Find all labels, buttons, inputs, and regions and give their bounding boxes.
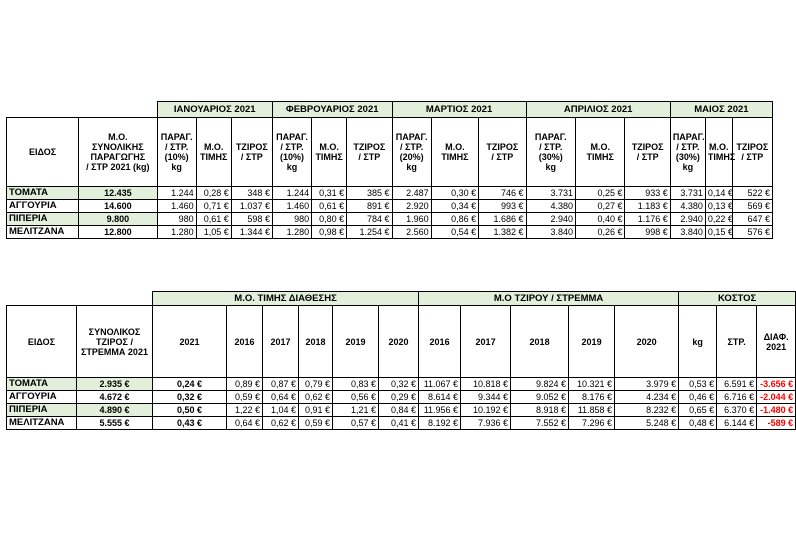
turnover-value: 4.234 € — [615, 391, 679, 404]
turnover-value: 10.192 € — [461, 404, 511, 417]
price-value: 0,64 € — [227, 417, 263, 430]
production-value: 4.380 — [670, 200, 705, 213]
price-header: Μ.Ο. ΤΙΜΗΣ — [576, 118, 625, 187]
production-value: 1.960 — [392, 213, 431, 226]
month-header: ΜΑΙΟΣ 2021 — [670, 102, 772, 118]
price-header: Μ.Ο. ΤΙΜΗΣ — [431, 118, 478, 187]
price-value: 0,32 € — [379, 378, 419, 391]
price-value: 0,61 € — [312, 200, 347, 213]
year-header: 2018 — [299, 306, 333, 378]
price-value: 0,28 € — [196, 187, 231, 200]
month-header: ΑΠΡΙΛΙΟΣ 2021 — [526, 102, 670, 118]
price-value: 0,71 € — [196, 200, 231, 213]
production-value: 1.280 — [157, 226, 196, 239]
turnover-value: 1.037 € — [231, 200, 272, 213]
turnover-value: 647 € — [732, 213, 772, 226]
price-value: 0,80 € — [312, 213, 347, 226]
item-name: ΜΕΛΙΤΖΑΝΑ — [7, 226, 79, 239]
turnover-value: 598 € — [231, 213, 272, 226]
turnover-value: 1.254 € — [347, 226, 392, 239]
price-value: 0,91 € — [299, 404, 333, 417]
price-group-header: Μ.Ο. ΤΙΜΗΣ ΔΙΑΘΕΣΗΣ — [153, 292, 419, 306]
item-name: ΑΓΓΟΥΡΙΑ — [7, 200, 79, 213]
table-row — [7, 391, 796, 404]
avg-production-header: Μ.Ο. ΣΥΝΟΛΙΚΗΣ ΠΑΡΑΓΩΓΗΣ / ΣΤΡ 2021 (kg) — [79, 118, 157, 187]
turnover-value: 9.344 € — [461, 391, 511, 404]
turnover-value: 11.858 € — [569, 404, 615, 417]
price-value: 0,25 € — [576, 187, 625, 200]
price-value: 0,64 € — [263, 391, 299, 404]
total-turnover-value: 2.935 € — [77, 378, 153, 391]
turnover-value: 5.248 € — [615, 417, 679, 430]
turnover-header: ΤΖΙΡΟΣ / ΣΤΡ — [479, 118, 526, 187]
price-value: 0,24 € — [153, 378, 227, 391]
production-value: 2.560 — [392, 226, 431, 239]
year-header: 2020 — [615, 306, 679, 378]
price-value: 0,89 € — [227, 378, 263, 391]
item-column-header: ΕΙΔΟΣ — [7, 118, 79, 187]
production-value: 2.487 — [392, 187, 431, 200]
price-value: 0,62 € — [299, 391, 333, 404]
production-value: 980 — [272, 213, 311, 226]
production-value: 1.460 — [157, 200, 196, 213]
item-name: ΤΟΜΑΤΑ — [7, 378, 77, 391]
production-value: 3.840 — [526, 226, 575, 239]
cost-str-value: 6.144 € — [717, 417, 757, 430]
total-turnover-value: 4.672 € — [77, 391, 153, 404]
blank-corner — [7, 292, 153, 306]
price-value: 0,79 € — [299, 378, 333, 391]
turnover-value: 7.552 € — [511, 417, 569, 430]
turnover-value: 1.344 € — [231, 226, 272, 239]
production-value: 1.244 — [272, 187, 311, 200]
price-value: 0,57 € — [333, 417, 379, 430]
turnover-value: 1.382 € — [479, 226, 526, 239]
total-turnover-value: 5.555 € — [77, 417, 153, 430]
turnover-value: 998 € — [625, 226, 670, 239]
month-header: ΦΕΒΡΟΥΑΡΙΟΣ 2021 — [272, 102, 392, 118]
turnover-value: 11.067 € — [419, 378, 461, 391]
cost-kg-value: 0,48 € — [679, 417, 717, 430]
price-value: 0,15 € — [705, 226, 732, 239]
price-value: 0,84 € — [379, 404, 419, 417]
production-value: 1.244 — [157, 187, 196, 200]
price-header: Μ.Ο. ΤΙΜΗΣ — [705, 118, 732, 187]
cost-kg-value: 0,46 € — [679, 391, 717, 404]
item-name: ΜΕΛΙΤΖΑΝΑ — [7, 417, 77, 430]
price-value: 1,22 € — [227, 404, 263, 417]
table-row — [7, 378, 796, 391]
blank-corner — [7, 102, 158, 118]
avg-production-value: 9.800 — [79, 213, 157, 226]
price-header: Μ.Ο. ΤΙΜΗΣ — [196, 118, 231, 187]
diff-header: ΔΙΑΦ. 2021 — [757, 306, 796, 378]
total-turnover-value: 4.890 € — [77, 404, 153, 417]
turnover-value: 3.979 € — [615, 378, 679, 391]
production-header: ΠΑΡΑΓ. / ΣΤΡ. (30%) kg — [670, 118, 705, 187]
turnover-value: 1.183 € — [625, 200, 670, 213]
price-value: 0,22 € — [705, 213, 732, 226]
price-value: 1,21 € — [333, 404, 379, 417]
production-value: 3.731 — [526, 187, 575, 200]
turnover-value: 10.818 € — [461, 378, 511, 391]
turnover-value: 933 € — [625, 187, 670, 200]
turnover-group-header: Μ.Ο ΤΖΙΡΟΥ / ΣΤΡΕΜΜΑ — [419, 292, 679, 306]
year-header: 2020 — [379, 306, 419, 378]
turnover-value: 1.686 € — [479, 213, 526, 226]
table-row — [7, 417, 796, 430]
production-value: 2.940 — [670, 213, 705, 226]
year-header: 2017 — [263, 306, 299, 378]
table-row — [7, 200, 773, 213]
production-value: 1.460 — [272, 200, 311, 213]
cost-kg-header: kg — [679, 306, 717, 378]
item-name: ΠΙΠΕΡΙΑ — [7, 404, 77, 417]
production-header: ΠΑΡΑΓ. / ΣΤΡ. (10%) kg — [272, 118, 311, 187]
cost-str-value: 6.370 € — [717, 404, 757, 417]
cost-str-header: ΣΤΡ. — [717, 306, 757, 378]
turnover-header: ΤΖΙΡΟΣ / ΣΤΡ — [625, 118, 670, 187]
turnover-value: 9.824 € — [511, 378, 569, 391]
price-value: 1,04 € — [263, 404, 299, 417]
price-value: 0,14 € — [705, 187, 732, 200]
price-value: 0,27 € — [576, 200, 625, 213]
table-row — [7, 187, 773, 200]
turnover-cost-table — [6, 291, 796, 430]
production-value: 980 — [157, 213, 196, 226]
year-header: 2019 — [333, 306, 379, 378]
diff-value: -3.656 € — [757, 378, 796, 391]
year-header: 2016 — [419, 306, 461, 378]
turnover-value: 891 € — [347, 200, 392, 213]
year-header: 2018 — [511, 306, 569, 378]
price-value: 0,26 € — [576, 226, 625, 239]
monthly-production-table — [6, 101, 773, 239]
item-name: ΠΙΠΕΡΙΑ — [7, 213, 79, 226]
price-value: 0,34 € — [431, 200, 478, 213]
turnover-value: 8.232 € — [615, 404, 679, 417]
price-value: 0,50 € — [153, 404, 227, 417]
turnover-header: ΤΖΙΡΟΣ / ΣΤΡ — [347, 118, 392, 187]
production-value: 4.380 — [526, 200, 575, 213]
turnover-value: 8.192 € — [419, 417, 461, 430]
price-value: 0,41 € — [379, 417, 419, 430]
price-value: 0,31 € — [312, 187, 347, 200]
avg-production-value: 12.435 — [79, 187, 157, 200]
year-header: 2017 — [461, 306, 511, 378]
turnover-value: 746 € — [479, 187, 526, 200]
price-value: 0,98 € — [312, 226, 347, 239]
year-header: 2021 — [153, 306, 227, 378]
production-header: ΠΑΡΑΓ. / ΣΤΡ. (10%) kg — [157, 118, 196, 187]
turnover-value: 10.321 € — [569, 378, 615, 391]
diff-value: -1.480 € — [757, 404, 796, 417]
price-value: 0,87 € — [263, 378, 299, 391]
turnover-value: 993 € — [479, 200, 526, 213]
price-value: 0,43 € — [153, 417, 227, 430]
price-value: 0,83 € — [333, 378, 379, 391]
turnover-value: 7.296 € — [569, 417, 615, 430]
turnover-value: 8.176 € — [569, 391, 615, 404]
price-value: 0,59 € — [227, 391, 263, 404]
price-value: 0,86 € — [431, 213, 478, 226]
price-value: 0,40 € — [576, 213, 625, 226]
total-turnover-header: ΣΥΝΟΛΙΚΟΣ ΤΖΙΡΟΣ / ΣΤΡΕΜΜΑ 2021 — [77, 306, 153, 378]
turnover-value: 7.936 € — [461, 417, 511, 430]
table-row — [7, 226, 773, 239]
avg-production-value: 12.800 — [79, 226, 157, 239]
turnover-value: 11.956 € — [419, 404, 461, 417]
item-name: ΑΓΓΟΥΡΙΑ — [7, 391, 77, 404]
item-column-header: ΕΙΔΟΣ — [7, 306, 77, 378]
price-header: Μ.Ο. ΤΙΜΗΣ — [312, 118, 347, 187]
production-value: 1.280 — [272, 226, 311, 239]
production-value: 3.840 — [670, 226, 705, 239]
production-value: 2.940 — [526, 213, 575, 226]
production-value: 3.731 — [670, 187, 705, 200]
cost-str-value: 6.716 € — [717, 391, 757, 404]
table-row — [7, 213, 773, 226]
month-header: ΜΑΡΤΙΟΣ 2021 — [392, 102, 526, 118]
year-header: 2019 — [569, 306, 615, 378]
turnover-value: 522 € — [732, 187, 772, 200]
month-header: ΙΑΝΟΥΑΡΙΟΣ 2021 — [157, 102, 272, 118]
price-value: 0,13 € — [705, 200, 732, 213]
turnover-value: 569 € — [732, 200, 772, 213]
price-value: 1,05 € — [196, 226, 231, 239]
turnover-header: ΤΖΙΡΟΣ / ΣΤΡ — [231, 118, 272, 187]
production-header: ΠΑΡΑΓ. / ΣΤΡ. (30%) kg — [526, 118, 575, 187]
turnover-value: 8.918 € — [511, 404, 569, 417]
turnover-value: 784 € — [347, 213, 392, 226]
price-value: 0,30 € — [431, 187, 478, 200]
price-value: 0,32 € — [153, 391, 227, 404]
turnover-header: ΤΖΙΡΟΣ / ΣΤΡ — [732, 118, 772, 187]
production-header: ΠΑΡΑΓ. / ΣΤΡ. (20%) kg — [392, 118, 431, 187]
cost-kg-value: 0,53 € — [679, 378, 717, 391]
production-value: 2.920 — [392, 200, 431, 213]
diff-value: -589 € — [757, 417, 796, 430]
price-value: 0,56 € — [333, 391, 379, 404]
price-value: 0,61 € — [196, 213, 231, 226]
price-value: 0,59 € — [299, 417, 333, 430]
avg-production-value: 14.600 — [79, 200, 157, 213]
cost-kg-value: 0,65 € — [679, 404, 717, 417]
price-value: 0,29 € — [379, 391, 419, 404]
cost-str-value: 6.591 € — [717, 378, 757, 391]
turnover-value: 576 € — [732, 226, 772, 239]
cost-group-header: ΚΟΣΤΟΣ — [679, 292, 796, 306]
diff-value: -2.044 € — [757, 391, 796, 404]
price-value: 0,54 € — [431, 226, 478, 239]
turnover-value: 1.176 € — [625, 213, 670, 226]
turnover-value: 9.052 € — [511, 391, 569, 404]
price-value: 0,62 € — [263, 417, 299, 430]
item-name: ΤΟΜΑΤΑ — [7, 187, 79, 200]
turnover-value: 385 € — [347, 187, 392, 200]
turnover-value: 348 € — [231, 187, 272, 200]
turnover-value: 8.614 € — [419, 391, 461, 404]
year-header: 2016 — [227, 306, 263, 378]
table-row — [7, 404, 796, 417]
